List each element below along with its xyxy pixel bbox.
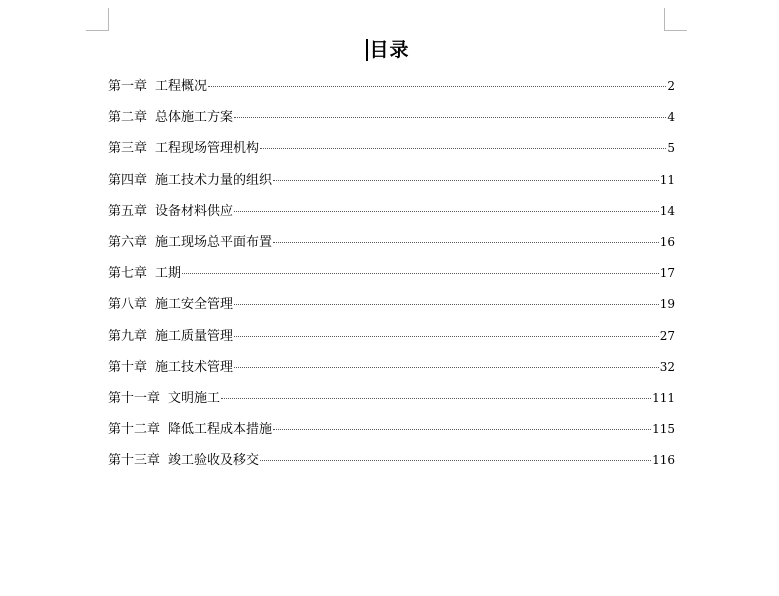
toc-chapter-title: 施工技术力量的组织	[155, 172, 273, 188]
toc-dot-leader	[273, 242, 659, 243]
toc-chapter-title: 工期	[155, 266, 182, 282]
table-of-contents	[108, 76, 675, 481]
toc-chapter-title: 总体施工方案	[155, 110, 234, 126]
text-cursor	[366, 39, 368, 61]
toc-dot-leader	[234, 211, 659, 212]
toc-chapter-number: 第十一章	[108, 390, 161, 406]
toc-page-number: 32	[659, 359, 675, 374]
toc-chapter-title: 文明施工	[168, 390, 221, 406]
toc-page-number: 116	[652, 453, 675, 468]
toc-chapter-number: 第一章	[108, 79, 148, 94]
toc-dot-leader	[260, 148, 666, 149]
toc-chapter-title: 工程概况	[155, 79, 208, 94]
toc-page-number: 111	[652, 390, 675, 405]
toc-entry-5[interactable]	[108, 201, 675, 232]
toc-dot-leader	[234, 367, 659, 368]
toc-chapter-number: 第九章	[108, 328, 148, 344]
toc-entry-8[interactable]	[108, 294, 675, 325]
toc-page-number: 19	[659, 297, 675, 312]
toc-page-number: 4	[667, 110, 675, 125]
toc-chapter-number: 第五章	[108, 203, 148, 219]
toc-chapter-number: 第二章	[108, 110, 148, 126]
toc-page-number: 2	[667, 79, 675, 93]
toc-dot-leader	[234, 117, 666, 118]
toc-chapter-title: 施工现场总平面布置	[155, 234, 273, 250]
toc-chapter-number: 第六章	[108, 234, 148, 250]
toc-page-number: 14	[659, 203, 675, 218]
toc-chapter-number: 第四章	[108, 172, 148, 188]
toc-page-number: 11	[659, 172, 675, 187]
toc-header	[0, 38, 779, 62]
toc-chapter-title: 工程现场管理机构	[155, 141, 260, 157]
toc-entry-12[interactable]	[108, 419, 675, 450]
toc-entry-9[interactable]	[108, 326, 675, 357]
toc-title[interactable]	[369, 38, 409, 62]
toc-dot-leader	[221, 398, 651, 399]
toc-entry-3[interactable]	[108, 138, 675, 169]
toc-entry-13[interactable]	[108, 450, 675, 481]
toc-chapter-title: 施工质量管理	[155, 328, 234, 344]
toc-chapter-title: 竣工验收及移交	[168, 453, 260, 469]
toc-dot-leader	[273, 180, 659, 181]
toc-chapter-number: 第十三章	[108, 453, 161, 469]
toc-entry-2[interactable]	[108, 107, 675, 138]
toc-chapter-number: 第七章	[108, 266, 148, 282]
toc-entry-4[interactable]	[108, 170, 675, 201]
toc-dot-leader	[234, 304, 659, 305]
toc-title-text: 目录	[369, 39, 410, 61]
toc-dot-leader	[260, 460, 651, 461]
page-corner-mark-top-left	[86, 8, 109, 31]
toc-chapter-title: 降低工程成本措施	[168, 422, 273, 438]
toc-entry-7[interactable]	[108, 263, 675, 294]
toc-dot-leader	[208, 86, 666, 87]
toc-page-number: 16	[659, 234, 675, 249]
toc-chapter-title: 施工安全管理	[155, 297, 234, 313]
toc-chapter-number: 第三章	[108, 141, 148, 157]
toc-dot-leader	[234, 336, 659, 337]
toc-entry-11[interactable]	[108, 388, 675, 419]
toc-chapter-title: 设备材料供应	[155, 203, 234, 219]
toc-dot-leader	[273, 429, 651, 430]
toc-entry-1[interactable]	[108, 76, 675, 107]
toc-entry-6[interactable]	[108, 232, 675, 263]
toc-page-number: 17	[659, 266, 675, 281]
toc-chapter-number: 第十章	[108, 359, 148, 375]
page-corner-mark-top-right	[664, 8, 687, 31]
toc-chapter-number: 第十二章	[108, 422, 161, 438]
toc-page-number: 5	[667, 141, 675, 156]
toc-entry-10[interactable]	[108, 357, 675, 388]
toc-chapter-number: 第八章	[108, 297, 148, 313]
toc-page-number: 27	[659, 328, 675, 343]
toc-page-number: 115	[652, 422, 675, 437]
toc-dot-leader	[182, 273, 659, 274]
toc-chapter-title: 施工技术管理	[155, 359, 234, 375]
